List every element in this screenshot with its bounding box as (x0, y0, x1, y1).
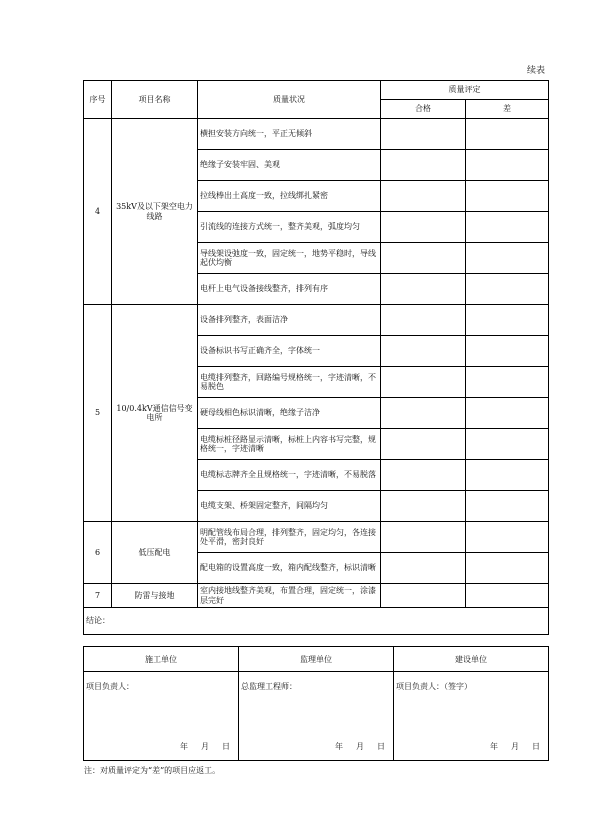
poor-cell[interactable] (466, 584, 549, 608)
poor-cell[interactable] (466, 398, 549, 429)
header-poor: 差 (466, 100, 549, 119)
quality-status: 电缆排列整齐，回路编号规格统一，字迹清晰，不易脱色 (198, 367, 381, 398)
unit-construction: 施工单位 (84, 647, 239, 672)
header-item: 项目名称 (112, 81, 198, 119)
poor-cell[interactable] (466, 460, 549, 491)
pass-cell[interactable] (381, 274, 466, 305)
quality-status: 横担安装方向统一，平正无倾斜 (198, 119, 381, 150)
item-seq: 5 (84, 305, 112, 522)
item-seq: 7 (84, 584, 112, 608)
quality-table (83, 80, 549, 635)
continued-label: 续表 (527, 66, 546, 76)
poor-cell[interactable] (466, 522, 549, 553)
quality-status: 配电箱的设置高度一致，箱内配线整齐，标识清晰 (198, 553, 381, 584)
header-eval: 质量评定 (381, 81, 549, 100)
pass-cell[interactable] (381, 305, 466, 336)
poor-cell[interactable] (466, 243, 549, 274)
pass-cell[interactable] (381, 336, 466, 367)
pass-cell[interactable] (381, 460, 466, 491)
pass-cell[interactable] (381, 119, 466, 150)
date-owner: 年 月 日 (490, 742, 540, 751)
table-row (84, 119, 549, 150)
table-row (84, 584, 549, 608)
quality-status: 电缆标志牌齐全且规格统一，字迹清晰，不易脱落 (198, 460, 381, 491)
pass-cell[interactable] (381, 429, 466, 460)
person-supervision: 总监理工程师： (241, 682, 297, 691)
sign-cell-supervision[interactable] (239, 672, 394, 761)
table-row (84, 305, 549, 336)
sign-cell-construction[interactable] (84, 672, 239, 761)
poor-cell[interactable] (466, 119, 549, 150)
sign-cell-owner[interactable] (394, 672, 549, 761)
poor-cell[interactable] (466, 553, 549, 584)
quality-status: 设备标识书写正确齐全，字体统一 (198, 336, 381, 367)
poor-cell[interactable] (466, 429, 549, 460)
date-construction: 年 月 日 (180, 742, 230, 751)
footnote: 注：对质量评定为“差”的项目应返工。 (84, 766, 221, 775)
pass-cell[interactable] (381, 553, 466, 584)
signature-table (83, 646, 549, 761)
poor-cell[interactable] (466, 491, 549, 522)
pass-cell[interactable] (381, 243, 466, 274)
item-name: 10/0.4kV通信信号变电所 (112, 305, 198, 522)
pass-cell[interactable] (381, 367, 466, 398)
item-name: 35kV及以下架空电力线路 (112, 119, 198, 305)
person-construction: 项目负责人： (86, 682, 134, 691)
quality-status: 室内接地线整齐美观，布置合理，固定统一，涂漆层完好 (198, 584, 381, 608)
poor-cell[interactable] (466, 336, 549, 367)
pass-cell[interactable] (381, 212, 466, 243)
poor-cell[interactable] (466, 150, 549, 181)
quality-status: 硬母线相色标识清晰，绝缘子洁净 (198, 398, 381, 429)
pass-cell[interactable] (381, 181, 466, 212)
poor-cell[interactable] (466, 181, 549, 212)
header-seq: 序号 (84, 81, 112, 119)
quality-status: 拉线棒出土高度一致，拉线绑扎紧密 (198, 181, 381, 212)
item-seq: 6 (84, 522, 112, 584)
quality-status: 电缆支架、桥架固定整齐，间隔均匀 (198, 491, 381, 522)
pass-cell[interactable] (381, 522, 466, 553)
quality-status: 导线架设弛度一致，固定统一，地势平稳时，导线起伏均衡 (198, 243, 381, 274)
item-name: 低压配电 (112, 522, 198, 584)
conclusion-label[interactable]: 结论： (84, 608, 549, 635)
table-row (84, 522, 549, 553)
quality-status: 电缆标桩径路显示清晰，标桩上内容书写完整，规格统一，字迹清晰 (198, 429, 381, 460)
quality-status: 引流线的连接方式统一，整齐美观，弧度均匀 (198, 212, 381, 243)
item-name: 防雷与接地 (112, 584, 198, 608)
poor-cell[interactable] (466, 274, 549, 305)
header-pass: 合格 (381, 100, 466, 119)
poor-cell[interactable] (466, 367, 549, 398)
header-status: 质量状况 (198, 81, 381, 119)
quality-status: 设备排列整齐，表面洁净 (198, 305, 381, 336)
unit-supervision: 监理单位 (239, 647, 394, 672)
conclusion-row (84, 608, 549, 635)
poor-cell[interactable] (466, 212, 549, 243)
person-owner: 项目负责人：（签字） (396, 682, 472, 691)
quality-status: 绝缘子安装牢固、美观 (198, 150, 381, 181)
unit-owner: 建设单位 (394, 647, 549, 672)
item-seq: 4 (84, 119, 112, 305)
pass-cell[interactable] (381, 491, 466, 522)
pass-cell[interactable] (381, 584, 466, 608)
date-supervision: 年 月 日 (335, 742, 385, 751)
quality-status: 电杆上电气设备接线整齐，排列有序 (198, 274, 381, 305)
pass-cell[interactable] (381, 398, 466, 429)
pass-cell[interactable] (381, 150, 466, 181)
quality-status: 明配管线布局合理，排列整齐，固定均匀，各连接处平滑，密封良好 (198, 522, 381, 553)
poor-cell[interactable] (466, 305, 549, 336)
